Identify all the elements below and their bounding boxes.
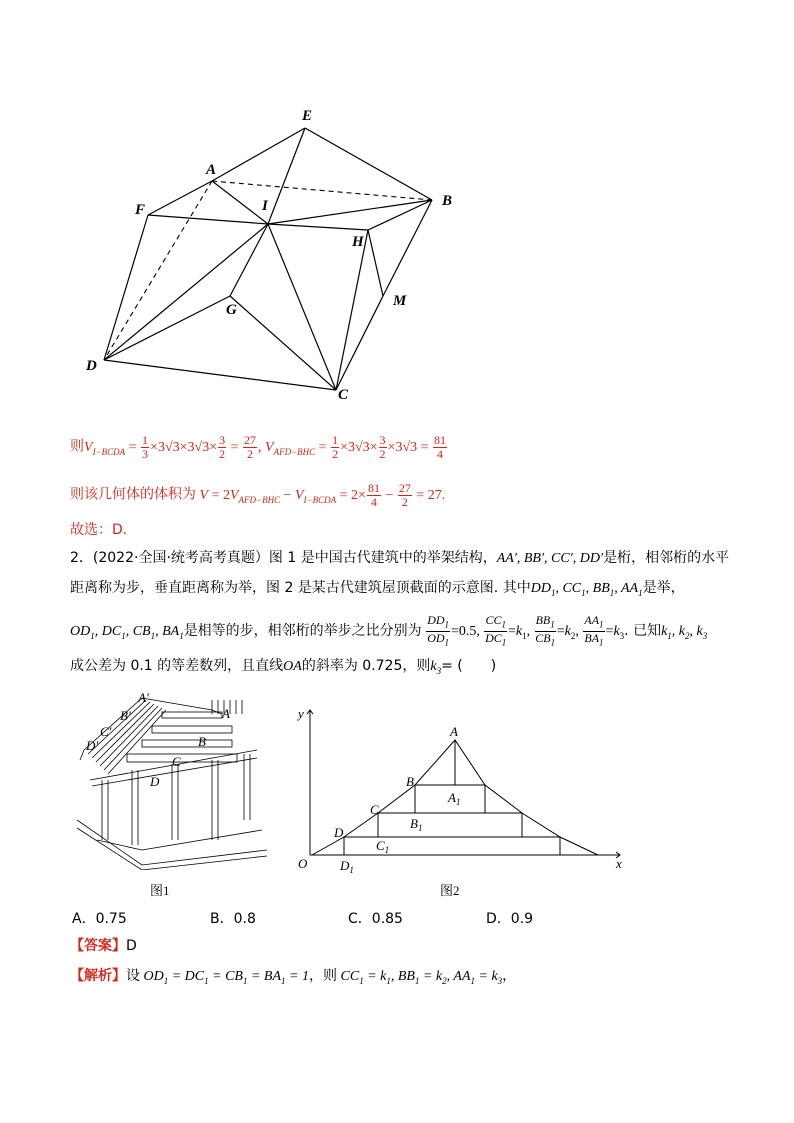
option-d[interactable]: D．0.9 xyxy=(486,911,534,927)
answer-tag: 【答案】 xyxy=(70,938,126,954)
choice-line: 故选：D. xyxy=(70,522,128,538)
analysis-line: 【解析】设 $OD_1 = DC_1 = CB_1 = BA_1 = 1$，则 $CC_1 = k_1$, $BB_1 = k_2$, $AA_1 = k_3$， xyxy=(70,968,517,986)
fig2-label-D1: $D_1$ xyxy=(340,858,354,875)
option-b[interactable]: B．0.8 xyxy=(210,911,256,927)
analysis-tag: 【解析】 xyxy=(70,968,126,984)
fig1-label-A-prime: A′ xyxy=(138,690,149,705)
label-C: C xyxy=(338,387,349,403)
fig1-label-B: B xyxy=(198,734,206,749)
figure2-cross-section xyxy=(290,700,630,875)
polyhedron-figure xyxy=(80,105,470,405)
fig2-label-A: A xyxy=(450,724,458,739)
label-A: A xyxy=(206,162,217,178)
question2-line2: 距离称为步，垂直距离称为举，图 2 是某古代建筑屋顶截面的示意图. 其中$DD_1$, $CC_1$, $BB_1$, $AA_1$是举， xyxy=(70,580,685,598)
fig2-label-D: D xyxy=(334,825,344,840)
figure2-caption: 图2 xyxy=(440,883,460,898)
label-E: E xyxy=(302,108,313,124)
label-H: H xyxy=(352,234,364,250)
answer-line xyxy=(70,936,137,956)
fig2-axis-y: y xyxy=(298,706,304,721)
label-I: I xyxy=(262,198,268,214)
fig2-label-B: B xyxy=(406,774,414,789)
fig2-label-B1: $B_1$ xyxy=(410,816,423,833)
fig1-label-D: D xyxy=(150,774,160,789)
fig2-label-C: C xyxy=(370,802,379,817)
question2-line1: 2．(2022·全国·统考高考真题）图 1 是中国古代建筑中的举架结构，AA′, BB′, CC′, DD′是桁，相邻桁的水平 xyxy=(70,550,730,566)
option-a[interactable]: A．0.75 xyxy=(72,911,127,927)
fig2-label-A1: $A_1$ xyxy=(448,790,461,807)
fig1-label-A: A xyxy=(222,706,230,721)
fig1-label-B-prime: B′ xyxy=(120,708,131,723)
fig1-label-D-prime: D′ xyxy=(86,738,99,753)
formula-volume-parts: 则$V_{I-BCDA}$ = $\frac{1}{3}$ ×3√3×3√3× $\frac{3}{2}$ = $\frac{27}{2}$ , $V_{AFD-BHC}$ = $\frac{1}{2}$ ×3√3× $\frac{3}{2}$ ×3√3 = $\frac{81}{4}$ xyxy=(70,433,447,461)
formula-total-volume: 则该几何体的体积为 $V = 2V_{AFD-BHC} - V_{I-BCDA} = 2\times$ $\frac{81}{4}$ − $\frac{27}{2}$ = 27. xyxy=(70,481,446,509)
fig2-origin: O xyxy=(298,856,308,871)
figure1-architecture xyxy=(72,690,272,870)
fig2-axis-x: x xyxy=(616,856,622,871)
option-c[interactable]: C．0.85 xyxy=(348,911,403,927)
label-F: F xyxy=(135,202,146,218)
fig2-label-C1: $C_1$ xyxy=(376,838,390,855)
question2-line3: $OD_1$, $DC_1$, $CB_1$, $BA_1$是相等的步，相邻桁的举步之比分别为 $\frac{DD_1}{OD_1}$ =0.5, $\frac{CC_1}{DC_1}$ $=k_1$, $\frac{BB_1}{CB_1}$ $=k_2$, $\frac{AA_1}{BA_1}$ $=k_3$. 已知$k_1$, $k_2$, $k_3$ xyxy=(70,613,708,648)
fig1-label-C: C xyxy=(172,754,181,769)
label-B: B xyxy=(442,193,453,209)
label-D: D xyxy=(86,358,97,374)
label-G: G xyxy=(226,302,237,318)
label-M: M xyxy=(393,293,407,309)
question2-line4: 成公差为 0.1 的等差数列，且直线OA的斜率为 0.725，则$k_3=$ ( ) xyxy=(70,658,497,676)
fig1-label-C-prime: C′ xyxy=(100,724,112,739)
answer-value: D xyxy=(126,938,137,954)
figure1-caption: 图1 xyxy=(150,883,170,898)
